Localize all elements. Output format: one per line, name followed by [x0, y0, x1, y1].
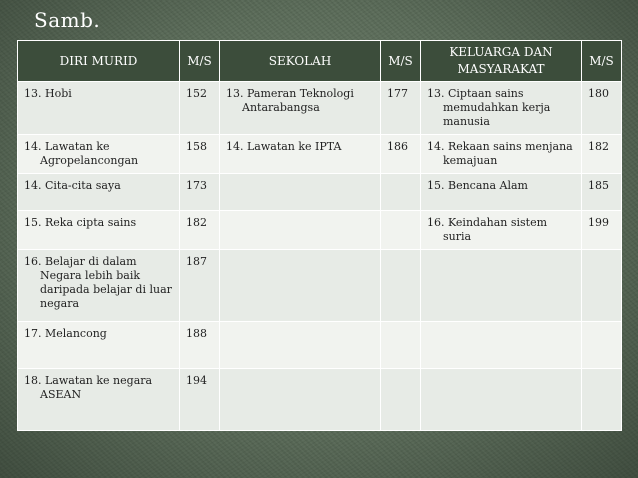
table-row — [18, 211, 622, 250]
contents-table — [17, 40, 622, 431]
cell-text: 15. Bencana Alam — [427, 179, 528, 192]
table-cell — [220, 322, 381, 369]
table-cell — [18, 135, 180, 174]
table-cell: 152 — [180, 82, 220, 135]
table-cell — [421, 211, 582, 250]
cell-text: 17. Melancong — [24, 327, 107, 340]
table-row — [18, 82, 622, 135]
table-row — [18, 174, 622, 211]
table-cell: 182 — [180, 211, 220, 250]
table-cell — [421, 135, 582, 174]
table-cell: 173 — [180, 174, 220, 211]
cell-text: 18. Lawatan ke negara ASEAN — [24, 374, 153, 401]
cell-text: 14. Lawatan ke Agropelancongan — [24, 140, 139, 167]
table-cell: 194 — [180, 369, 220, 431]
cell-text: 13. Pameran Teknologi Antarabangsa — [226, 87, 354, 114]
table-cell — [18, 174, 180, 211]
cell-text: 16. Keindahan sistem suria — [427, 216, 548, 243]
table-cell: 188 — [180, 322, 220, 369]
table-cell: 158 — [180, 135, 220, 174]
table-row — [18, 322, 622, 369]
table-cell — [18, 82, 180, 135]
cell-text: 15. Reka cipta sains — [24, 216, 137, 229]
table-cell — [381, 174, 421, 211]
table-header-row — [18, 41, 622, 82]
slide-title: Samb. — [34, 8, 101, 32]
header-ms-3: M/S — [582, 41, 622, 82]
table-cell — [18, 250, 180, 322]
table-row — [18, 369, 622, 431]
table-cell — [18, 211, 180, 250]
table-cell — [421, 322, 582, 369]
cell-text: 16. Belajar di dalam Negara lebih baik daripada belajar di luar negara — [24, 255, 172, 310]
table-cell — [381, 322, 421, 369]
table-cell: 180 — [582, 82, 622, 135]
cell-text: 14. Lawatan ke IPTA — [226, 140, 342, 153]
table-cell — [220, 250, 381, 322]
table-cell — [220, 82, 381, 135]
cell-text: 13. Hobi — [24, 87, 72, 100]
table-cell — [421, 82, 582, 135]
table-cell — [18, 322, 180, 369]
table-cell — [381, 250, 421, 322]
table-cell — [220, 211, 381, 250]
header-keluarga-masyarakat: KELUARGA DAN MASYARAKAT — [421, 41, 582, 82]
cell-text: 14. Cita-cita saya — [24, 179, 121, 192]
table-cell: 185 — [582, 174, 622, 211]
table-cell: 187 — [180, 250, 220, 322]
table-cell — [18, 369, 180, 431]
table-cell — [381, 369, 421, 431]
table-cell: 199 — [582, 211, 622, 250]
table-cell — [220, 174, 381, 211]
table-cell — [421, 250, 582, 322]
table-cell — [582, 250, 622, 322]
table-cell: 177 — [381, 82, 421, 135]
table-cell: 186 — [381, 135, 421, 174]
table-cell — [220, 369, 381, 431]
cell-text: 14. Rekaan sains menjana kemajuan — [427, 140, 573, 167]
table-cell — [381, 211, 421, 250]
table-cell — [582, 322, 622, 369]
table-cell — [421, 369, 582, 431]
header-diri-murid: DIRI MURID — [18, 41, 180, 82]
cell-text: 13. Ciptaan sains memudahkan kerja manusia — [427, 87, 551, 128]
table-cell: 182 — [582, 135, 622, 174]
table-cell — [582, 369, 622, 431]
header-sekolah: SEKOLAH — [220, 41, 381, 82]
table-cell — [421, 174, 582, 211]
table-row — [18, 135, 622, 174]
table-cell — [220, 135, 381, 174]
header-ms-1: M/S — [180, 41, 220, 82]
table-row — [18, 250, 622, 322]
header-ms-2: M/S — [381, 41, 421, 82]
